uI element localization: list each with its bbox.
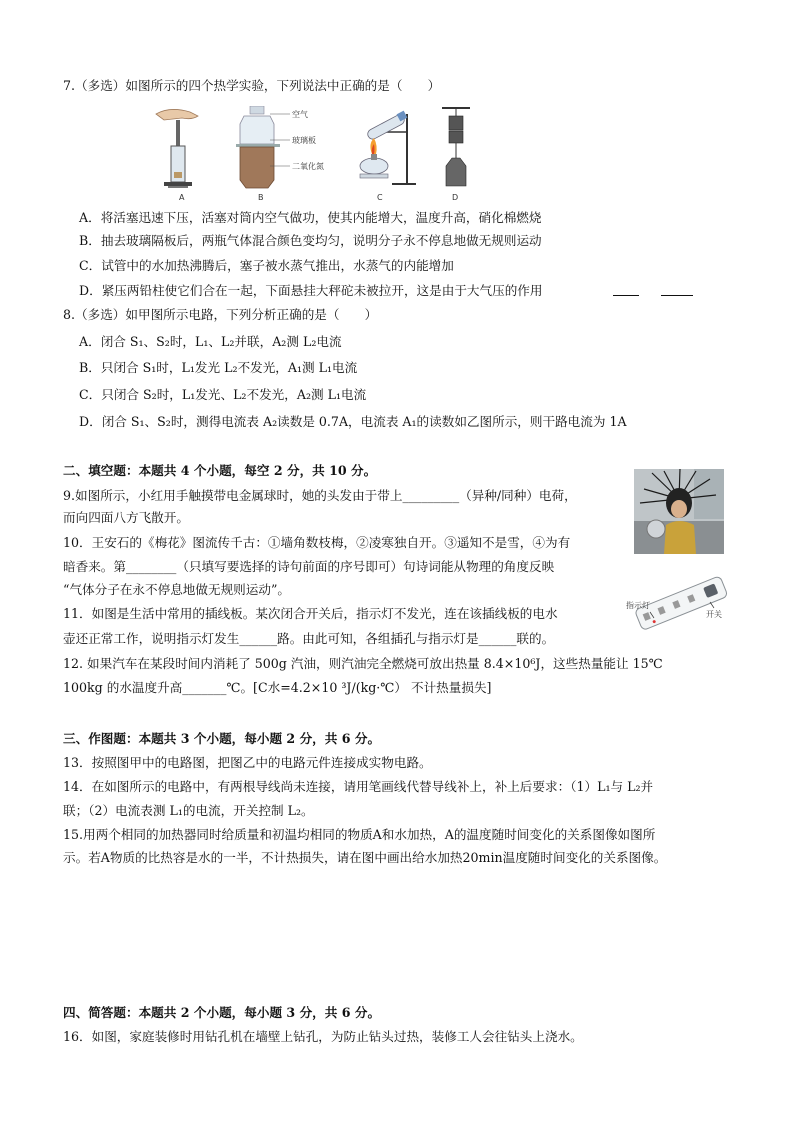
figure-d-lead-cylinders: [440, 106, 472, 192]
figure-b-no2-label: 二氧化氮: [292, 162, 324, 171]
q7-option-d: D．紧压两铅柱使它们合在一起，下面悬挂大秤砣未被拉开，这是由于大气压的作用: [79, 283, 543, 298]
figure-d-label: D: [452, 193, 459, 202]
figure-b-glass-label: 玻璃板: [292, 136, 316, 145]
indicator-light-label: 指示灯: [626, 601, 650, 610]
switch-label: 开关: [706, 610, 722, 619]
figure-b-air-label: 空气: [292, 110, 308, 119]
figure-a-label: A: [179, 193, 185, 202]
q8-option-a: A．闭合 S₁、S₂时，L₁、L₂并联，A₂测 L₂电流: [79, 334, 342, 349]
q14-line-1: 14．在如图所示的电路中，有两根导线尚未连接，请用笔画线代替导线补上，补上后要求：（1）L₁与 L₂并: [63, 779, 654, 794]
q7-option-a: A．将活塞迅速下压，活塞对筒内空气做功，使其内能增大，温度升高，硝化棉燃烧: [79, 210, 542, 225]
answer-blank-line: [613, 295, 639, 296]
q13-text: 13．按照图甲中的电路图，把图乙中的电路元件连接成实物电路。: [63, 755, 432, 770]
q12-line-1: 12. 如果汽车在某段时间内消耗了 500g 汽油，则汽油完全燃烧可放出热量 8.4×10⁶J，这些热量能让 15℃: [63, 656, 663, 671]
q10-line-1: 10．王安石的《梅花》图流传千古：①墙角数枝梅，②凌寒独自开。③遥知不是雪，④为有: [63, 535, 571, 550]
q7-stem: 7.（多选）如图所示的四个热学实验，下列说法中正确的是（ ）: [63, 78, 441, 93]
figure-c-test-tube: [352, 110, 417, 190]
q10-line-3: “气体分子在永不停息地做无规则运动”。: [63, 582, 290, 597]
section-3-heading: 三、作图题：本题共 3 个小题，每小题 2 分，共 6 分。: [63, 731, 381, 746]
figure-b-leader-lines: [270, 110, 292, 170]
q11-line-2: 壶还正常工作，说明指示灯发生______路。由此可知，各组插孔与指示灯是______联的。: [63, 631, 555, 646]
q7-option-c: C．试管中的水加热沸腾后，塞子被水蒸气推出，水蒸气的内能增加: [79, 258, 454, 273]
q9-line-2: 而向四面八方飞散开。: [63, 510, 189, 525]
q15-line-1: 15.用两个相同的加热器同时给质量和初温均相同的物质A和水加热，A的温度随时间变化的关系图像如图所: [63, 827, 656, 842]
q8-option-b: B．只闭合 S₁时，L₁发光 L₂不发光，A₁测 L₁电流: [79, 360, 358, 375]
figure-b-label: B: [258, 193, 264, 202]
figure-a-fire-syringe: [150, 106, 210, 204]
q9-line-1: 9.如图所示，小红用手触摸带电金属球时，她的头发由于带上_________（异种/同种）电荷，: [63, 488, 577, 503]
q8-option-d: D．闭合 S₁、S₂时，测得电流表 A₂读数是 0.7A，电流表 A₁的读数如乙图所示，则干路电流为 1A: [79, 414, 627, 429]
q15-line-2: 示。若A物质的比热容是水的一半，不计热损失，请在图中画出给水加热20min温度随时间变化的关系图像。: [63, 850, 667, 865]
section-2-heading: 二、填空题：本题共 4 个小题，每空 2 分，共 10 分。: [63, 463, 377, 478]
q8-stem: 8.（多选）如甲图所示电路，下列分析正确的是（ ）: [63, 307, 378, 322]
answer-blank-line: [661, 295, 693, 296]
q12-line-2: 100kg 的水温度升高_______℃。[C水=4.2×10 ³J/(kg·℃） 不计热量损失]: [63, 680, 492, 695]
figure-c-label: C: [377, 193, 383, 202]
q10-line-2: 暗香来。第________（只填写要选择的诗句前面的序号即可）句诗词能从物理的角度反映: [63, 559, 555, 574]
q7-option-b: B．抽去玻璃隔板后，两瓶气体混合颜色变均匀，说明分子永不停息地做无规则运动: [79, 233, 542, 248]
q16-text: 16．如图，家庭装修时用钻孔机在墙壁上钻孔，为防止钻头过热，装修工人会往钻头上浇水。: [63, 1029, 583, 1044]
section-4-heading: 四、简答题：本题共 2 个小题，每小题 3 分，共 6 分。: [63, 1005, 381, 1020]
hair-standing-photo: [634, 469, 724, 554]
q11-line-1: 11．如图是生活中常用的插线板。某次闭合开关后，指示灯不发光，连在该插线板的电水: [63, 606, 558, 621]
q14-line-2: 联；（2）电流表测 L₁的电流，开关控制 L₂。: [63, 803, 314, 818]
q8-option-c: C．只闭合 S₂时，L₁发光、L₂不发光，A₂测 L₁电流: [79, 387, 367, 402]
